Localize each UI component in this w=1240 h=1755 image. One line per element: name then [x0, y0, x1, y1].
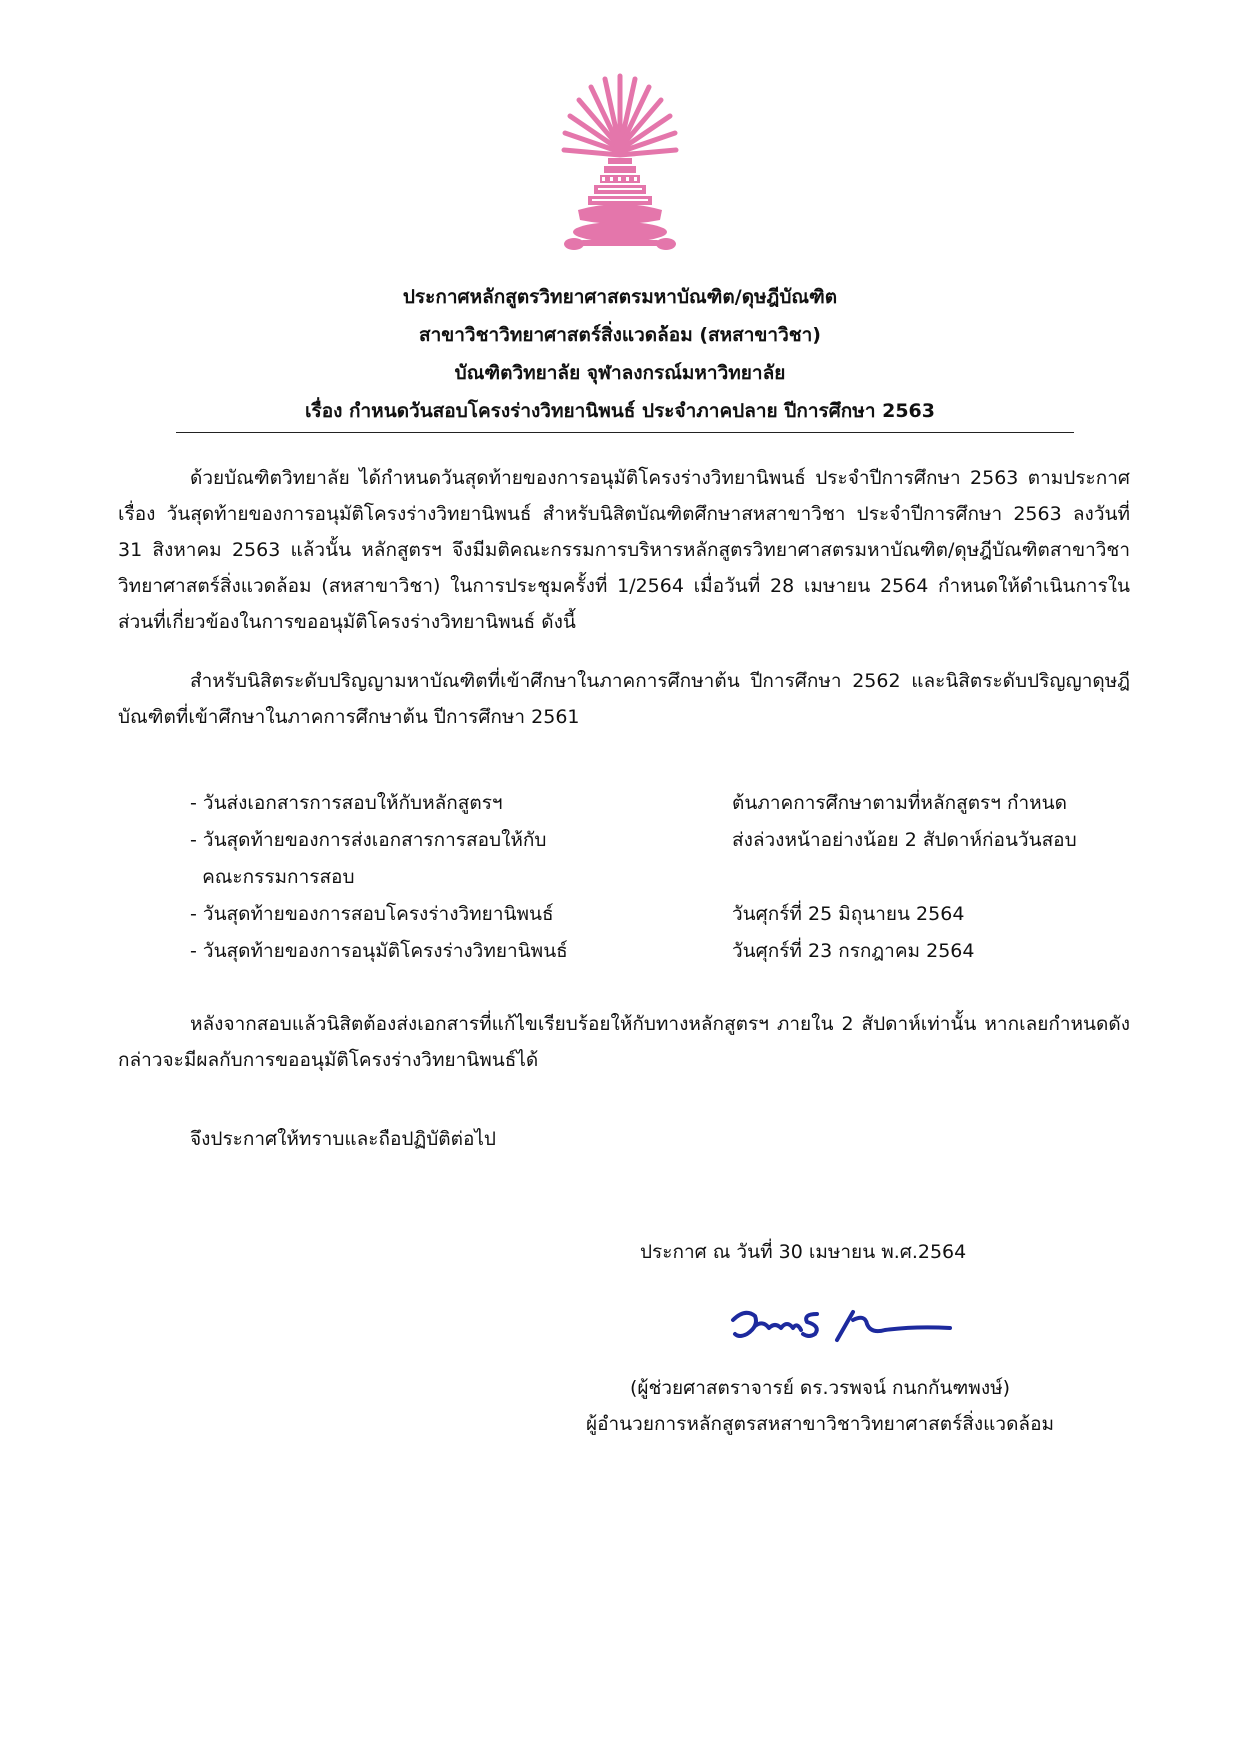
schedule-row: [190, 933, 1152, 970]
schedule-label: - วันส่งเอกสารการสอบให้กับหลักสูตรฯ: [190, 792, 503, 814]
header-subject-line: เรื่อง กำหนดวันสอบโครงร่างวิทยานิพนธ์ ประจำภาคปลาย ปีการศึกษา 2563: [305, 400, 935, 422]
university-emblem-icon: [560, 70, 680, 255]
schedule-row: [190, 896, 1152, 933]
body-paragraph-2: สำหรับนิสิตระดับปริญญามหาบัณฑิตที่เข้าศึกษาในภาคการศึกษาต้น ปีการศึกษา 2562 และนิสิตระดับปริญญาดุษฎีบัณฑิตที่เข้าศึกษาในภาคการศึกษาต้น ปีการศึกษา 2561: [118, 670, 1130, 728]
schedule-row: [190, 859, 1152, 896]
signer-title: ผู้อำนวยการหลักสูตรสหสาขาวิชาวิทยาศาสตร์สิ่งแวดล้อม: [585, 1413, 1055, 1435]
closing-statement: จึงประกาศให้ทราบและถือปฏิบัติต่อไป: [190, 1128, 496, 1150]
signer-name: (ผู้ช่วยศาสตราจารย์ ดร.วรพจน์ กนกกันฑพงษ์): [629, 1377, 1011, 1399]
header-line-1: ประกาศหลักสูตรวิทยาศาสตรมหาบัณฑิต/ดุษฎีบัณฑิต: [402, 286, 838, 308]
schedule-label: คณะกรรมการสอบ: [190, 866, 355, 888]
schedule-value: วันศุกร์ที่ 25 มิถุนายน 2564: [732, 903, 965, 925]
header-line-3: บัณฑิตวิทยาลัย จุฬาลงกรณ์มหาวิทยาลัย: [454, 362, 786, 384]
schedule-label: - วันสุดท้ายของการอนุมัติโครงร่างวิทยานิพนธ์: [190, 940, 568, 962]
announcement-header: [0, 278, 1240, 430]
schedule-value: ต้นภาคการศึกษาตามที่หลักสูตรฯ กำหนด: [732, 792, 1067, 814]
body-paragraph-1: ด้วยบัณฑิตวิทยาลัย ได้กำหนดวันสุดท้ายของการอนุมัติโครงร่างวิทยานิพนธ์ ประจำปีการศึกษา 2563 ตามประกาศ เรื่อง วันสุดท้ายของการอนุมัติโครงร่างวิทยานิพนธ์ สำหรับนิสิตบัณฑิตศึกษาสหสาขาวิชา ประจำปีการศึกษา 2563 ลงวันที่ 31 สิงหาคม 2563 แล้วนั้น หลักสูตรฯ จึงมีมติคณะกรรมการบริหารหลักสูตรวิทยาศาสตรมหาบัณฑิต/ดุษฎีบัณฑิตสาขาวิชาวิทยาศาสตร์สิ่งแวดล้อม (สหสาขาวิชา) ในการประชุมครั้งที่ 1/2564 เมื่อวันที่ 28 เมษายน 2564 กำหนดให้ดำเนินการในส่วนที่เกี่ยวข้องในการขออนุมัติโครงร่างวิทยานิพนธ์ ดังนี้: [118, 467, 1130, 633]
schedule-value: วันศุกร์ที่ 23 กรกฎาคม 2564: [732, 940, 975, 962]
schedule-list: [190, 785, 1152, 970]
header-line-2: สาขาวิชาวิทยาศาสตร์สิ่งแวดล้อม (สหสาขาวิชา): [419, 324, 821, 346]
schedule-row: [190, 822, 1152, 859]
announcement-date: ประกาศ ณ วันที่ 30 เมษายน พ.ศ.2564: [640, 1241, 967, 1263]
header-divider: [176, 432, 1074, 433]
schedule-value: ส่งล่วงหน้าอย่างน้อย 2 สัปดาห์ก่อนวันสอบ: [732, 829, 1077, 851]
schedule-value: [732, 859, 1152, 896]
schedule-row: [190, 785, 1152, 822]
body-paragraph-3: หลังจากสอบแล้วนิสิตต้องส่งเอกสารที่แก้ไขเรียบร้อยให้กับทางหลักสูตรฯ ภายใน 2 สัปดาห์เท่านั้น หากเลยกำหนดดังกล่าวจะมีผลกับการขออนุมัติโครงร่างวิทยานิพนธ์ได้: [118, 1013, 1130, 1071]
schedule-label: - วันสุดท้ายของการส่งเอกสารการสอบให้กับ: [190, 829, 547, 851]
handwritten-signature: [725, 1300, 955, 1350]
schedule-label: - วันสุดท้ายของการสอบโครงร่างวิทยานิพนธ์: [190, 903, 554, 925]
